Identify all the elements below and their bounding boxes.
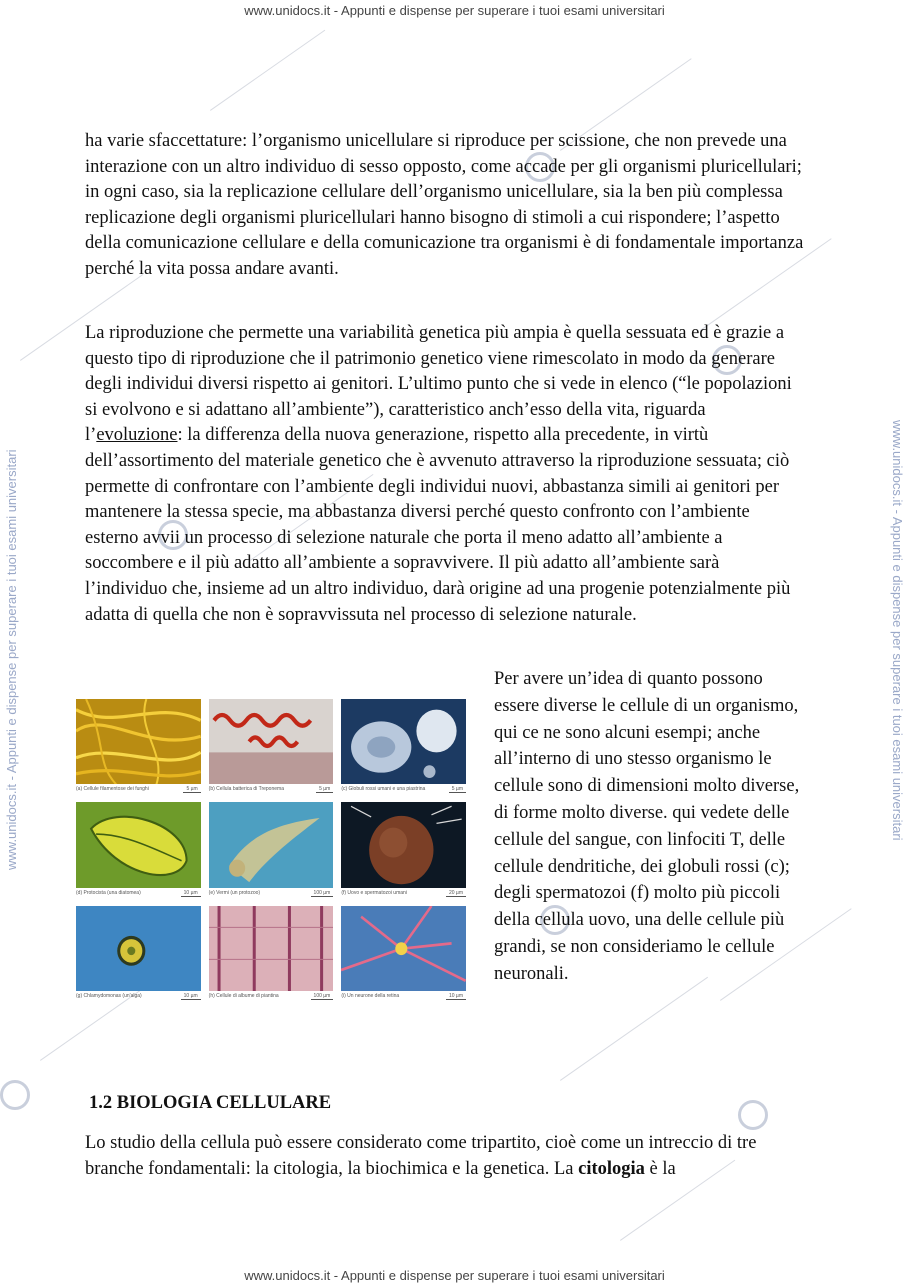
figure-panel-a (76, 699, 201, 800)
neuron-image (341, 906, 466, 991)
scale-bar-e: 100 µm (311, 890, 334, 897)
figure-caption-h: (h) Cellule di albume di piantina (208, 993, 279, 1000)
footer-watermark[interactable]: www.unidocs.it - Appunti e dispense per superare i tuoi esami universitari (244, 1268, 665, 1283)
header-watermark[interactable]: www.unidocs.it - Appunti e dispense per superare i tuoi esami universitari (244, 3, 665, 18)
left-side-watermark: www.unidocs.it - Appunti e dispense per superare i tuoi esami universitari (4, 449, 19, 870)
figure-caption-a: (a) Cellule filamentose dei funghi (76, 786, 149, 793)
paragraph-evolution (85, 321, 805, 628)
treponema-image (209, 699, 334, 784)
figure-caption-b: (b) Cellula batterica di Treponema (208, 786, 284, 793)
figure-caption-d: (d) Protocista (una diatomea) (76, 889, 141, 896)
figure-panel-f (341, 802, 466, 903)
figure-panel-g (76, 906, 201, 1007)
plant-cells-image (209, 906, 334, 991)
section-heading: 1.2 BIOLOGIA CELLULARE (89, 1093, 332, 1113)
scale-bar-a: 5 µm (183, 786, 200, 793)
watermark-line (560, 977, 708, 1081)
cell-types-figure (76, 699, 466, 1000)
figure-caption-i: (i) Un neurone della retina (341, 993, 400, 1000)
scale-bar-b: 5 µm (316, 786, 333, 793)
egg-and-sperm-image (341, 802, 466, 887)
paragraph-cell-study-end: è la (644, 1158, 676, 1179)
figure-caption-f: (f) Uovo e spermatozoi umani (341, 889, 407, 896)
red-blood-cells-image (341, 699, 466, 784)
diatom-image (76, 802, 201, 887)
right-side-watermark: www.unidocs.it - Appunti e dispense per superare i tuoi esami universitari (890, 420, 905, 841)
citologia-term: citologia (578, 1158, 645, 1179)
scale-bar-g: 10 µm (181, 993, 201, 1000)
unidocs-logo-icon (738, 1100, 768, 1130)
watermark-line (210, 30, 325, 111)
scale-bar-d: 10 µm (181, 890, 201, 897)
figure-panel-e (209, 802, 334, 903)
paragraph-reproduction: ha varie sfaccettature: l’organismo unicellulare si riproduce per scissione, che non prevede una interazione con un altro individuo di sesso opposto, come accade per gli organismi pluricellulari; in ogni caso, sia la replicazione cellulare dell’organismo unicellulare, sia la ben più complessa replicazione degli organismi pluricellulari hanno bisogno di stimoli a cui rispondere; l’aspetto della comunicazione cellulare e della comunicazione tra organismi è di fondamentale importanza perché la vita possa andare avanti. (85, 131, 804, 279)
scale-bar-c: 5 µm (449, 786, 466, 793)
paragraph-cell-study-start: Lo studio della cellula può essere considerato come tripartito, cioè come un intreccio di tre branche fondamentali: la citologia, la biochimica e la genetica. La (85, 1133, 757, 1179)
paragraph-evolution-end: : la differenza della nuova generazione, rispetto alla precedente, in virtù dell’assortimento del materiale genetico che è avvenuto attraverso la riproduzione sessuata; ciò permette di confrontare con l’ambiente degli individui nuovi, abbastanza simili ai genitori per mantenere la stessa specie, ma abbastanza diversi perché questo confronto con l’ambiente esterno avvii un processo di selezione naturale che porta il meno adatto all’ambiente a soccombere e il più adatto all’ambiente a sopravvivere. Il più adatto all’ambiente sarà l’individuo che, insieme ad un altro individuo, darà origine ad una progenie potenzialmente più adatta di quella che non è sopravvissuta nel processo di selezione naturale. (85, 425, 791, 625)
figure-caption-e: (e) Vermi (un protozoo) (208, 889, 261, 896)
fungal-filaments-image (76, 699, 201, 784)
figure-panel-i (341, 906, 466, 1007)
unidocs-logo-icon (0, 1080, 30, 1110)
scale-bar-f: 20 µm (446, 890, 466, 897)
paragraph-cell-study (85, 1131, 805, 1182)
figure-caption-c: (c) Globuli rossi umani e una piastrina (341, 786, 426, 793)
figure-panel-h (209, 906, 334, 1007)
protozoan-image (209, 802, 334, 887)
figure-caption-g: (g) Chlamydomonas (un'alga) (76, 993, 142, 1000)
figure-panel-c (341, 699, 466, 800)
chlamydomonas-image (76, 906, 201, 991)
scale-bar-i: 10 µm (446, 993, 466, 1000)
scale-bar-h: 100 µm (311, 993, 334, 1000)
figure-panel-d (76, 802, 201, 903)
paragraph-evolution-start: La riproduzione che permette una variabilità genetica più ampia è quella sessuata ed è grazie a questo tipo di riproduzione che il patrimonio genetico viene rimescolato in modo da generare degli individui diversi rispetto ai genitori. L’ultimo punto che si vede in elenco (“le popolazioni si evolvono e si adattano all’ambiente”), caratteristico anch’esso della vita, riguarda l’ (85, 323, 792, 446)
figure-description: Per avere un’idea di quanto possono essere diverse le cellule di un organismo, qui ce ne sono alcuni esempi; anche all’interno di uno stesso organismo le cellule sono di dimensioni molto diverse, di forme molto diverse. qui vedete delle cellule del sangue, con linfociti T, delle cellule dendritiche, dei globuli rossi (c); degli spermatozoi (f) molto più piccoli della cellula uovo, una delle cellule più grandi, se non consideriamo le cellule neuronali. (494, 669, 800, 984)
figure-panel-b (209, 699, 334, 800)
evolution-term: evoluzione (96, 425, 178, 446)
